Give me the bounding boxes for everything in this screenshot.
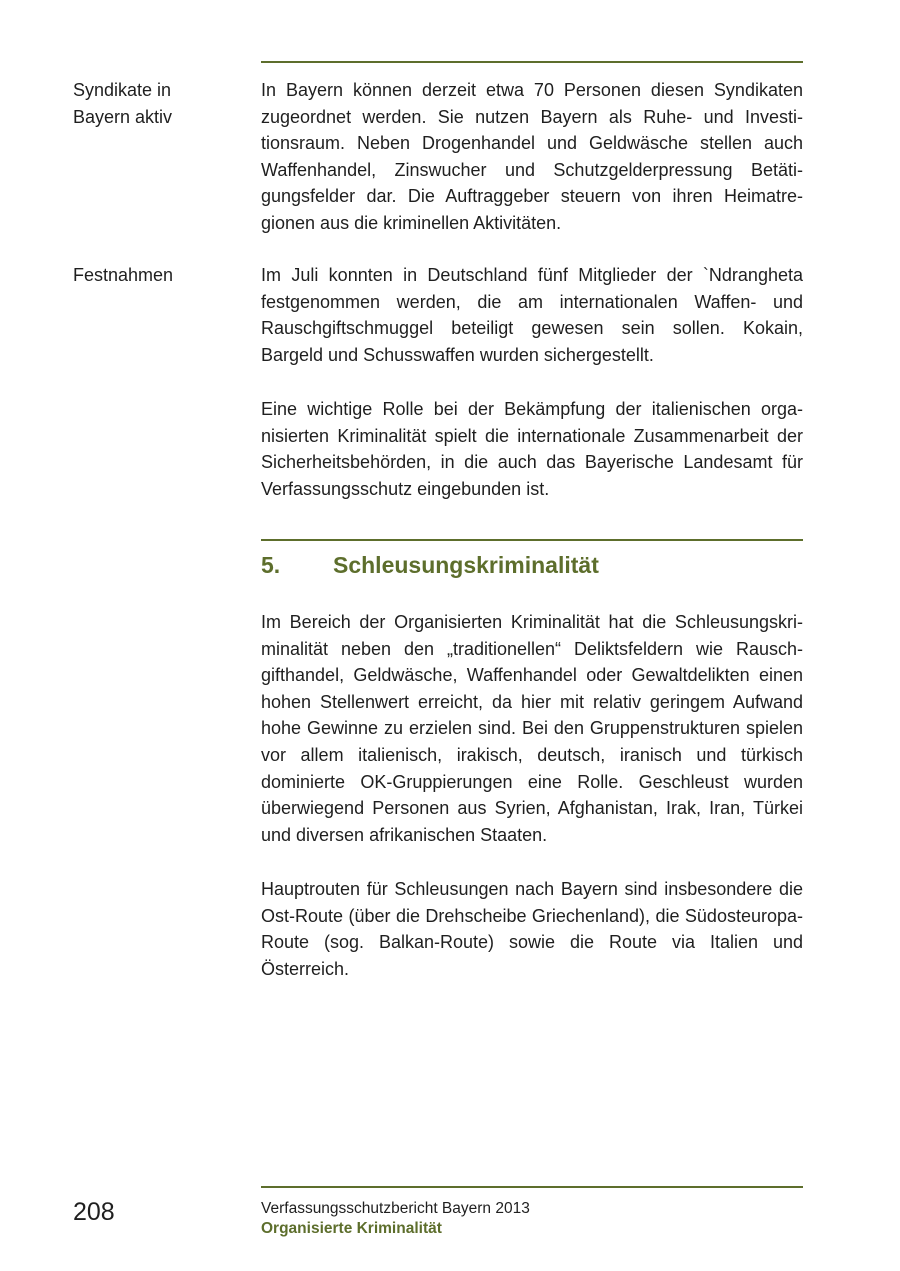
paragraph-smuggling-routes: Hauptrouten für Schleusungen nach Bayern sind insbesondere die Ost-Route (über die Drehscheibe Griechenland), die Südosteuropa-Route (sog. Balkan-Route) sowie die Route via Italien und Österreich. xyxy=(261,879,803,979)
footer-publication: Verfassungsschutzbericht Bayern 2013 xyxy=(261,1200,530,1217)
paragraph-syndicates: In Bayern können derzeit etwa 70 Personen diesen Syndikaten zugeordnet werden. Sie nutzen Bayern als Ruhe- und Investitionsraum. Neben Drogenhandel und Geldwäsche stellen auch Waffenhandel, Zinswucher und Schutzgelderpressung Betätigungsfelder dar. Die Auftraggeber steuern von ihren Heimatregionen aus die kriminellen Aktivitäten. xyxy=(261,80,803,233)
paragraph-cooperation: Eine wichtige Rolle bei der Bekämpfung der italienischen organisierten Kriminalität spielt die internationale Zusammenarbeit der Sicherheitsbehörden, in die auch das Bayerische Landesamt für Verfassungsschutz eingebunden ist. xyxy=(261,399,803,499)
section-number: 5. xyxy=(261,552,281,578)
footer-chapter: Organisierte Kriminalität xyxy=(261,1220,442,1237)
page-number: 208 xyxy=(73,1198,115,1226)
paragraph-arrests: Im Juli konnten in Deutschland fünf Mitglieder der `Ndrangheta festgenommen werden, die am internationalen Waffen- und Rauschgiftschmuggel beteiligt gewesen sein sollen. Kokain, Bargeld und Schusswaffen wurden sichergestellt. xyxy=(261,265,803,365)
margin-note-syndicates: Syndikate in Bayern aktiv xyxy=(73,80,173,127)
section-title: Schleusungskriminalität xyxy=(333,552,599,578)
section-divider xyxy=(261,539,803,541)
top-divider xyxy=(261,61,803,63)
margin-note-arrests: Festnahmen xyxy=(73,265,174,285)
footer-divider xyxy=(261,1186,803,1188)
section-heading xyxy=(261,549,803,581)
paragraph-smuggling-overview: Im Bereich der Organisierten Kriminalität hat die Schleusungskriminalität neben den „traditionellen“ Deliktsfeldern wie Rauschgifthandel, Geldwäsche, Waffenhandel oder Gewaltdelikten einen hohen Stellenwert erreicht, da hier mit relativ geringem Aufwand hohe Gewinne zu erzielen sind. Bei den Gruppenstrukturen spielen vor allem italienisch, irakisch, deutsch, iranisch und türkisch dominierte OK-Gruppierungen eine Rolle. Geschleust wurden überwiegend Personen aus Syrien, Afghanistan, Irak, Iran, Türkei und diversen afrikanischen Staaten. xyxy=(261,612,803,845)
